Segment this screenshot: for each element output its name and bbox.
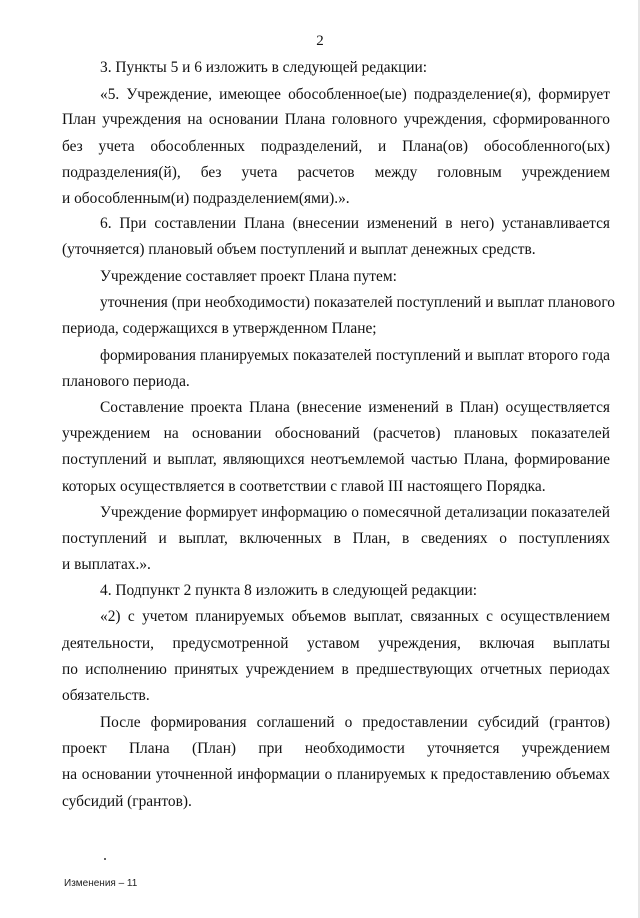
text-line: Учреждение формирует информацию о помесячной детализации показателей [100, 504, 610, 521]
text-line: и выплатах.». [62, 556, 151, 573]
text-line: планового периода. [62, 373, 190, 390]
text-line: формирования планируемых показателей поступлений и выплат второго года [100, 347, 610, 364]
footer-label: Изменения – 11 [64, 878, 138, 889]
text-line: «2) с учетом планируемых объемов выплат, связанных с осуществлением [100, 608, 610, 625]
text-line: деятельности, предусмотренной уставом учреждения, включая выплаты [62, 635, 610, 652]
text-line: (уточняется) плановый объем поступлений и выплат денежных средств. [62, 241, 536, 258]
text-line: без учета обособленных подразделений, и Плана(ов) обособленного(ых) [62, 138, 610, 155]
text-line: поступлений и выплат, являющихся неотъемлемой частью Плана, формирование [62, 451, 610, 468]
text-line: на основании уточненной информации о планируемых к предоставлению объемах [62, 766, 610, 783]
text-line: 3. Пункты 5 и 6 изложить в следующей редакции: [100, 59, 428, 76]
text-line: Составление проекта Плана (внесение изменений в План) осуществляется [100, 399, 610, 416]
text-line: по исполнению принятых учреждением в предшествующих отчетных периодах [62, 661, 610, 678]
text-line: которых осуществляется в соответствии с главой III настоящего Порядка. [62, 478, 546, 495]
text-line: «5. Учреждение, имеющее обособленное(ые) подразделение(я), формирует [100, 86, 610, 103]
text-line: субсидий (грантов). [62, 793, 192, 810]
text-line: 4. Подпункт 2 пункта 8 изложить в следующей редакции: [100, 582, 477, 599]
text-line: обязательств. [62, 687, 150, 704]
text-line: учреждением на основании обоснований (расчетов) плановых показателей [62, 425, 610, 442]
page-number: 2 [316, 33, 324, 49]
scan-speck [104, 858, 106, 860]
text-line: 6. При составлении Плана (внесении изменений в него) устанавливается [100, 215, 610, 232]
text-line: После формирования соглашений о предоставлении субсидий (грантов) [100, 714, 610, 731]
text-line: уточнения (при необходимости) показателей поступлений и выплат планового [100, 294, 615, 311]
text-line: и обособленным(и) подразделением(ями).». [62, 190, 350, 207]
text-line: поступлений и выплат, включенных в План, в сведениях о поступлениях [62, 530, 610, 547]
text-line: План учреждения на основании Плана головного учреждения, сформированного [62, 111, 610, 128]
text-line: периода, содержащихся в утвержденном Плане; [62, 320, 377, 337]
text-line: проект Плана (План) при необходимости уточняется учреждением [62, 740, 610, 757]
text-line: Учреждение составляет проект Плана путем: [100, 268, 397, 285]
text-line: подразделения(й), без учета расчетов между головным учреждением [62, 164, 610, 181]
